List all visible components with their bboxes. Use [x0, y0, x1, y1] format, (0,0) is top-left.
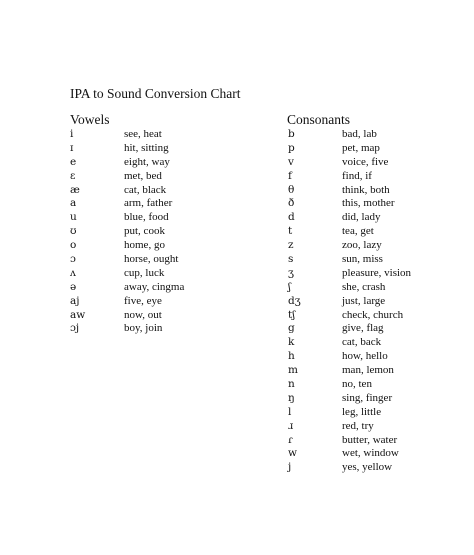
example-words: find, if: [342, 169, 372, 182]
consonant-row: [288, 281, 468, 295]
example-words: butter, water: [342, 433, 398, 446]
vowel-row: [70, 211, 270, 225]
ipa-symbol: p: [288, 141, 295, 154]
consonant-row: [288, 128, 468, 142]
example-words: check, church: [342, 308, 404, 321]
vowel-row: [70, 281, 270, 295]
consonant-row: [288, 336, 468, 350]
example-words: five, eye: [124, 294, 162, 307]
example-words: cat, black: [124, 183, 167, 196]
ipa-symbol: ɪ: [70, 141, 74, 154]
consonant-row: [288, 239, 468, 253]
ipa-symbol: v: [288, 155, 294, 168]
vowel-row: [70, 197, 270, 211]
ipa-symbol: b: [288, 128, 295, 140]
example-words: horse, ought: [124, 253, 179, 266]
ipa-symbol: j: [288, 461, 292, 474]
vowel-row: [70, 267, 270, 281]
example-words: met, bed: [124, 169, 162, 182]
consonant-row: [288, 142, 468, 156]
ipa-symbol: aw: [70, 308, 86, 321]
consonant-row: [288, 447, 468, 461]
ipa-symbol: z: [288, 239, 294, 252]
consonant-row: [288, 253, 468, 267]
ipa-symbol: d: [288, 211, 295, 224]
vowel-row: [70, 184, 270, 198]
ipa-symbol: t: [288, 225, 293, 238]
ipa-symbol: m: [288, 364, 298, 377]
consonant-row: [288, 350, 468, 364]
example-words: hit, sitting: [124, 141, 169, 154]
ipa-symbol: ɔ: [70, 253, 76, 266]
example-words: this, mother: [342, 197, 395, 210]
example-words: away, cingma: [124, 280, 185, 293]
example-words: zoo, lazy: [342, 239, 382, 252]
vowel-row: [70, 156, 270, 170]
example-words: eight, way: [124, 155, 170, 168]
ipa-symbol: ɾ: [288, 433, 293, 446]
consonant-row: [288, 295, 468, 309]
vowel-row: [70, 239, 270, 253]
consonant-row: [288, 309, 468, 323]
ipa-symbol: æ: [70, 183, 80, 196]
example-words: did, lady: [342, 211, 381, 224]
example-words: bad, lab: [342, 128, 377, 140]
ipa-symbol: ʌ: [70, 266, 76, 279]
consonant-row: [288, 378, 468, 392]
ipa-symbol: θ: [288, 183, 295, 196]
vowel-row: [70, 295, 270, 309]
ipa-symbol: a: [70, 197, 77, 210]
vowel-row: [70, 322, 270, 336]
ipa-symbol: l: [288, 405, 292, 418]
example-words: she, crash: [342, 280, 386, 293]
example-words: sun, miss: [342, 253, 383, 266]
example-words: leg, little: [342, 405, 382, 418]
vowel-row: [70, 128, 270, 142]
example-words: tea, get: [342, 225, 374, 238]
example-words: red, try: [342, 419, 374, 432]
consonant-row: [288, 392, 468, 406]
consonant-row: [288, 434, 468, 448]
example-words: pet, map: [342, 141, 380, 154]
consonant-row: [288, 197, 468, 211]
example-words: man, lemon: [342, 364, 394, 377]
ipa-symbol: h: [288, 350, 295, 363]
ipa-symbol: o: [70, 239, 77, 252]
example-words: voice, five: [342, 155, 389, 168]
ipa-symbol: ð: [288, 197, 295, 210]
example-words: pleasure, vision: [342, 266, 412, 279]
ipa-symbol: k: [288, 336, 295, 349]
consonant-row: [288, 184, 468, 198]
consonant-row: [288, 170, 468, 184]
ipa-symbol: f: [288, 169, 292, 182]
ipa-symbol: ɹ: [288, 419, 294, 432]
example-words: home, go: [124, 239, 165, 252]
example-words: yes, yellow: [342, 461, 393, 474]
example-words: boy, join: [124, 322, 163, 335]
ipa-symbol: s: [288, 253, 294, 266]
consonant-row: [288, 267, 468, 281]
ipa-symbol: u: [70, 211, 77, 224]
ipa-symbol: ə: [70, 280, 77, 293]
example-words: blue, food: [124, 211, 169, 224]
consonant-row: [288, 211, 468, 225]
ipa-symbol: ʃ: [288, 280, 291, 293]
ipa-symbol: dʒ: [288, 294, 301, 307]
example-words: cup, luck: [124, 266, 165, 279]
example-words: cat, back: [342, 336, 382, 349]
example-words: wet, window: [342, 447, 399, 460]
ipa-symbol: ŋ: [288, 391, 295, 404]
consonants-heading: Consonants: [287, 112, 351, 127]
example-words: now, out: [124, 308, 162, 321]
ipa-symbol: n: [288, 378, 295, 391]
example-words: how, hello: [342, 350, 388, 363]
example-words: sing, finger: [342, 391, 393, 404]
ipa-symbol: aj: [70, 294, 80, 307]
vowels-heading: Vowels: [70, 112, 110, 127]
consonant-row: [288, 420, 468, 434]
consonant-row: [288, 406, 468, 420]
example-words: give, flag: [342, 322, 384, 335]
ipa-symbol: ʊ: [70, 225, 77, 238]
vowel-row: [70, 170, 270, 184]
vowel-row: [70, 309, 270, 323]
consonant-row: [288, 225, 468, 239]
ipa-symbol: tʃ: [288, 308, 296, 321]
example-words: just, large: [342, 294, 386, 307]
consonant-row: [288, 156, 468, 170]
example-words: see, heat: [124, 128, 162, 140]
ipa-symbol: i: [70, 128, 74, 140]
vowel-row: [70, 225, 270, 239]
ipa-symbol: g: [288, 322, 295, 335]
vowels-list: [70, 128, 270, 336]
ipa-symbol: ʒ: [288, 266, 294, 279]
ipa-symbol: ɛ: [70, 169, 76, 182]
consonant-row: [288, 364, 468, 378]
consonants-list: [288, 128, 468, 475]
example-words: think, both: [342, 183, 390, 196]
ipa-symbol: ɔj: [70, 322, 80, 335]
chart-title: IPA to Sound Conversion Chart: [70, 86, 241, 101]
example-words: arm, father: [124, 197, 173, 210]
consonant-row: [288, 322, 468, 336]
consonant-row: [288, 461, 468, 475]
vowel-row: [70, 253, 270, 267]
example-words: put, cook: [124, 225, 165, 238]
example-words: no, ten: [342, 378, 372, 391]
ipa-symbol: w: [288, 447, 297, 460]
vowel-row: [70, 142, 270, 156]
ipa-symbol: e: [70, 155, 77, 168]
